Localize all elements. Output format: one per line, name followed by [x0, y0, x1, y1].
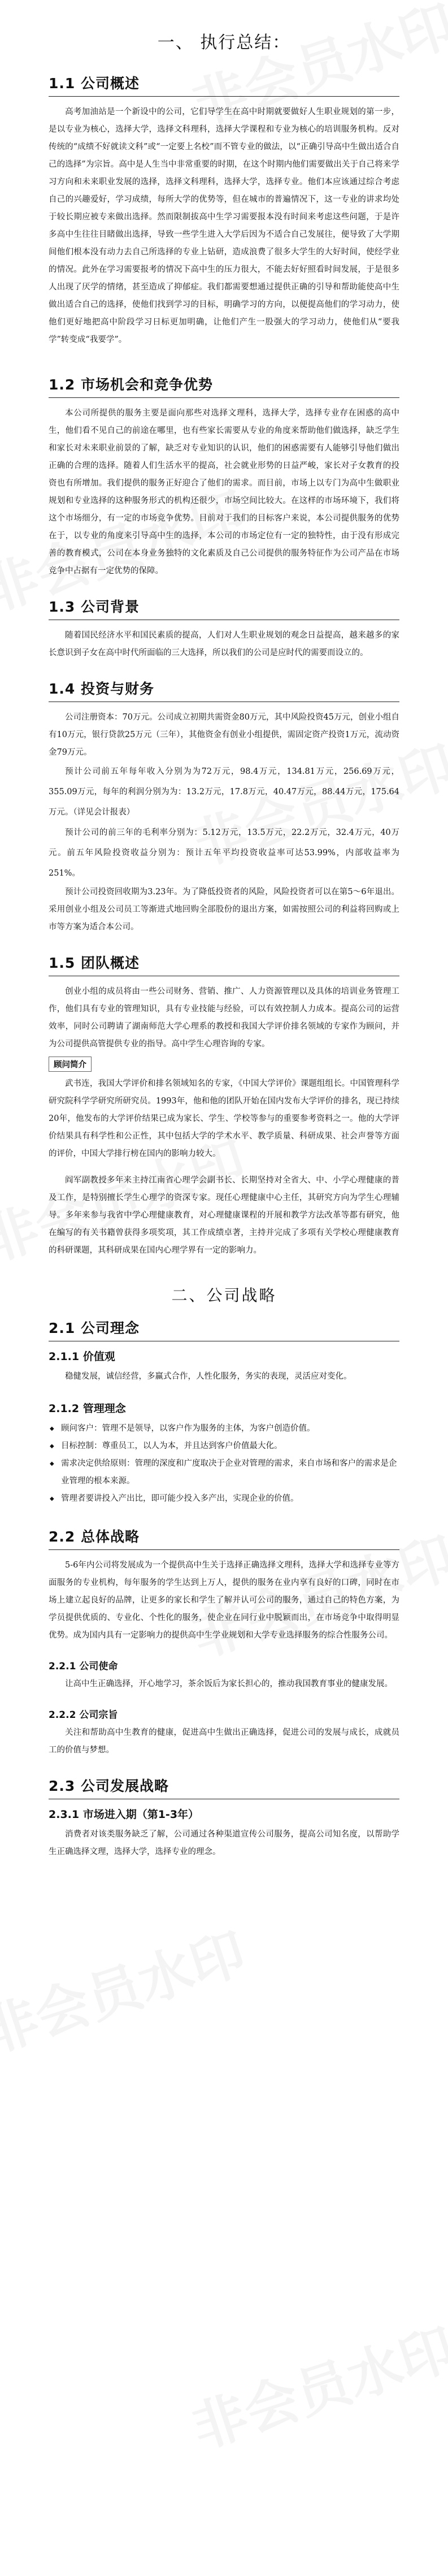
section-heading-2-3: 2.3 公司发展战略 — [49, 1775, 399, 1799]
paragraph: 本公司所提供的服务主要是面向那些对选择文理科，选择大学，选择专业存在困惑的高中生，他们看不见自己的前途在哪里，也有些家长需要从专业的角度来帮助他们做选择，缺乏学生和家长对未来职业前景的了解，缺乏对专业知识的认识，他们的困惑需要有人能够引导他们做出正确的合理的选择。随着人们生活水平的提高，社会就业形势的日益严峻，家长对子女教育的投资也有所增加。我们提供的服务正好迎合了他们的需求。而目前，市场上以专门为高中生做职业规划和专业选择的这种服务形式的机构还很少，市场空间比较大。在这样的市场环境下，我们将这个市场细分，有一定的市场竞争优势。目前对于我们的目标客户来说，本公司提供服务的优势在于，以专业的角度来引导高中生的选择，本公司的市场定位有一定的独特性，由于没有形成完善的教育模式，公司在本身业务独特的文化素质及自己公司提供的服务特征作为公司产品在市场竞争中占据有一定优势的保障。 — [49, 409, 399, 575]
subsection-heading-2-1-1: 2.1.1 价值观 — [49, 1350, 115, 1363]
page-title: 一、 执行总结： — [157, 33, 291, 53]
paragraph: 消费者对该类服务缺乏了解，公司通过各种渠道宣传公司服务，提高公司知名度，以帮助学生正确选择文理，选择大学，选择专业的理念。 — [49, 1830, 399, 1856]
watermark-text — [181, 2306, 448, 2464]
part-heading-2: 二、公司战略 — [171, 1286, 277, 1305]
management-bullet-list — [49, 1420, 399, 1508]
section-heading-2-1: 2.1 公司理念 — [49, 1317, 399, 1341]
paragraph: 让高中生正确选择，开心地学习，茶余饭后为家长担心的，推动我国教育事业的健康发展。 — [65, 1679, 393, 1689]
list-item: ◆ 需求决定供给原则：管理的深度和广度取决于企业对管理的需求，来自市场和客户的需求是企业管理的根本来源。 — [61, 1455, 399, 1490]
paragraph: 预计公司前五年每年收入分别为为72万元，98.4万元，134.81万元，256.69万元，355.09万元，每年的利润分别为为：13.2万元，17.8万元，40.47万元，88.44万元，175.64万元。（详见会计报表） — [49, 767, 399, 817]
list-item: ◆ 目标控制：尊重员工，以人为本，并且达到客户价值最大化。 — [61, 1438, 399, 1455]
section-heading-2-2: 2.2 总体战略 — [49, 1526, 399, 1550]
paragraph: 关注和帮助高中生教育的健康，促进高中生做出正确选择，促进公司的发展与成长，成就员工的价值与梦想。 — [49, 1728, 399, 1755]
section-heading-1-4: 1.4 投资与财务 — [49, 678, 399, 702]
advisor-intro-label: 顾问简介 — [49, 1057, 92, 1072]
paragraph: 预计公司投资回收期为3.23年。为了降低投资者的风险，风险投资者可以在第5～6年退出。采用创业小组及公司员工等渐进式地回购全部股份的退出方案，如需按照公司的利益将回购或上市等方案为适合本公司。 — [49, 887, 399, 932]
list-item: ◆ 管理者要讲投入产出比，即可能少投入多产出，实现企业的价值。 — [61, 1490, 399, 1508]
paragraph: 武书连，我国大学评价和排名领域知名的专家，《中国大学评价》课题组组长。中国管理科学研究院科学学研究所研究员。1993年，他和他的团队开始在国内发布大学评价的排名，现已持续20年，他发布的大学评价结果已成为家长、学生、学校等参与的重要参考资料之一。他的大学评价结果具有科学性和公正性，其中包括大学的学术水平、教学质量、科研成果、社会声誉等方面的评价，中国大学排行榜在国内的影响力较大。 — [49, 1079, 399, 1158]
section-heading-1-3: 1.3 公司背景 — [49, 596, 399, 620]
section-heading-1-2: 1.2 市场机会和竞争优势 — [49, 374, 399, 398]
watermark-text — [0, 1910, 254, 2068]
paragraph: 高考加油站是一个新设中的公司，它们导学生在高中时期就要做好人生职业规划的第一步，是以专业为核心，选择大学，选择文科理科，选择大学课程和专业为核心的培训服务机构。反对传统的“成绩不好就读文科”或“一定要上名校”而不管专业的做法，以“正确引导高中生做出适合自己的选择”为宗旨。高中是人生当中非常重要的时期，在这个时期内他们需要做出关于自己将来学习方向和未来职业发展的选择，选择文科理科，选择大学，选择专业。他们本应该通过综合考虑自己的兴趣爱好，学习成绩，每所大学的优势等，但在城市的普遍情况下，这一专业的讲求均处于较长期应被专来做出选择。然而限制拔高中生学习需要报本没有时间来考虑这些问题，于是许多高中生往往目睹做出选择，导致一些学生进入大学后因为不适合自己发展往，便导致了大学期间他们根本没有动力去自己所选择的专业上钻研，造成浪费了很多大学生的大好时间，使经学业的情况。此外在学习需要报考的情况下高中生的压力很大，不能去好好照看时间发展，于是很多人出现了厌学的情绪，甚至造成了抑郁症。我们都需要想通过提供正确的引导和帮助能使高中生做出适合自己的选择，使他们找到学习的目标，明确学习的方向，以便提高他们的学习动力，使他们更好地把高中阶段学习日标更加明确，让他们产生一股强大的学习动力，使他们从“要我学”转变成“我要学”。 — [49, 107, 399, 344]
paragraph: 公司注册资本：70万元。公司成立初期共需资金80万元，其中风险投资45万元，创业小组自有10万元，银行贷款25万元（三年），其他资金有创业小组提供，需固定资产投资1万元，流动资金79万元。 — [49, 713, 399, 757]
section-heading-1-1: 1.1 公司概述 — [49, 72, 399, 97]
paragraph: 创业小组的成员将由一些公司财务、营销、推广、人力资源管理以及具体的培训业务管理工作，他们具有专业的管理知识，具有专业技能与经验，可以有效控制人力成本。提高公司的运营效率，同时公司聘请了湖南师范大学心理系的教授和我国大学评价排名领域的专家作为顾问，并为公司提供高管提供专业的指导。高中学生心理咨询的专家。 — [49, 987, 399, 1049]
subsection-heading-2-2-2: 2.2.2 公司宗旨 — [49, 1709, 118, 1721]
paragraph: 阎军副教授多年来主持江南省心理学会副书长、长期坚持对全省大、中、小学心理健康的普及工作，是特别擅长学生心理学的资深专家。现任心理健康中心主任，其研究方向为学生心理辅导。多年来参与我省中学心理健康教育，对心理健康课程的开展和教学方法改革等都有研究，他在编写的有关书籍曾获得多项奖项，其工作成绩卓著，主持并完成了多项有关学校心理健康教育的科研课题，其科研成果在国内心理学界有一定的影响力。 — [49, 1176, 399, 1255]
section-heading-1-5: 1.5 团队概述 — [49, 952, 399, 976]
subsection-heading-2-3-1: 2.3.1 市场进入期（第1-3年） — [49, 1808, 199, 1821]
paragraph: 稳健发展，诚信经营，多赢式合作，人性化服务，务实的表现，灵活应对变化。 — [65, 1372, 352, 1381]
subsection-heading-2-1-2: 2.1.2 管理理念 — [49, 1402, 126, 1415]
subsection-heading-2-2-1: 2.2.1 公司使命 — [49, 1661, 118, 1672]
paragraph: 随着国民经济水平和国民素质的提高，人们对人生职业规划的观念日益提高，越来越多的家长意识到子女在高中时代所面临的三大选择，所以我们的公司是应时代的需要而设立的。 — [49, 631, 399, 657]
paragraph: 5-6年内公司将发展成为一个提供高中生关于选择正确选择文理科，选择大学和选择专业等方面服务的专业机构，每年服务的学生达到上万人，提供的服务在业内享有良好的口碑，同时在市场上建立起良好的品牌，让更多的家长和学生了解并认可公司的服务，通过自己的特色方案，为学员提供优质的、专业化、个性化的服务，使企业在同行业中脱颖而出，在市场竞争中取得明显优势。成为国内具有一定影响力的提供高中生学业规划和大学专业选择服务的综合性服务公司。 — [49, 1561, 399, 1640]
list-item: ◆ 顾问客户：管理不是领导，以客户作为服务的主体，为客户创造价值。 — [61, 1420, 399, 1438]
paragraph: 预计公司的前三年的毛利率分别为：5.12万元，13.5万元，22.2万元，32.4万元，40万元。前五年风险投资收益分别为：预计五年平均投资收益率可达53.99%，内部收益率为 251%。 — [49, 828, 399, 878]
